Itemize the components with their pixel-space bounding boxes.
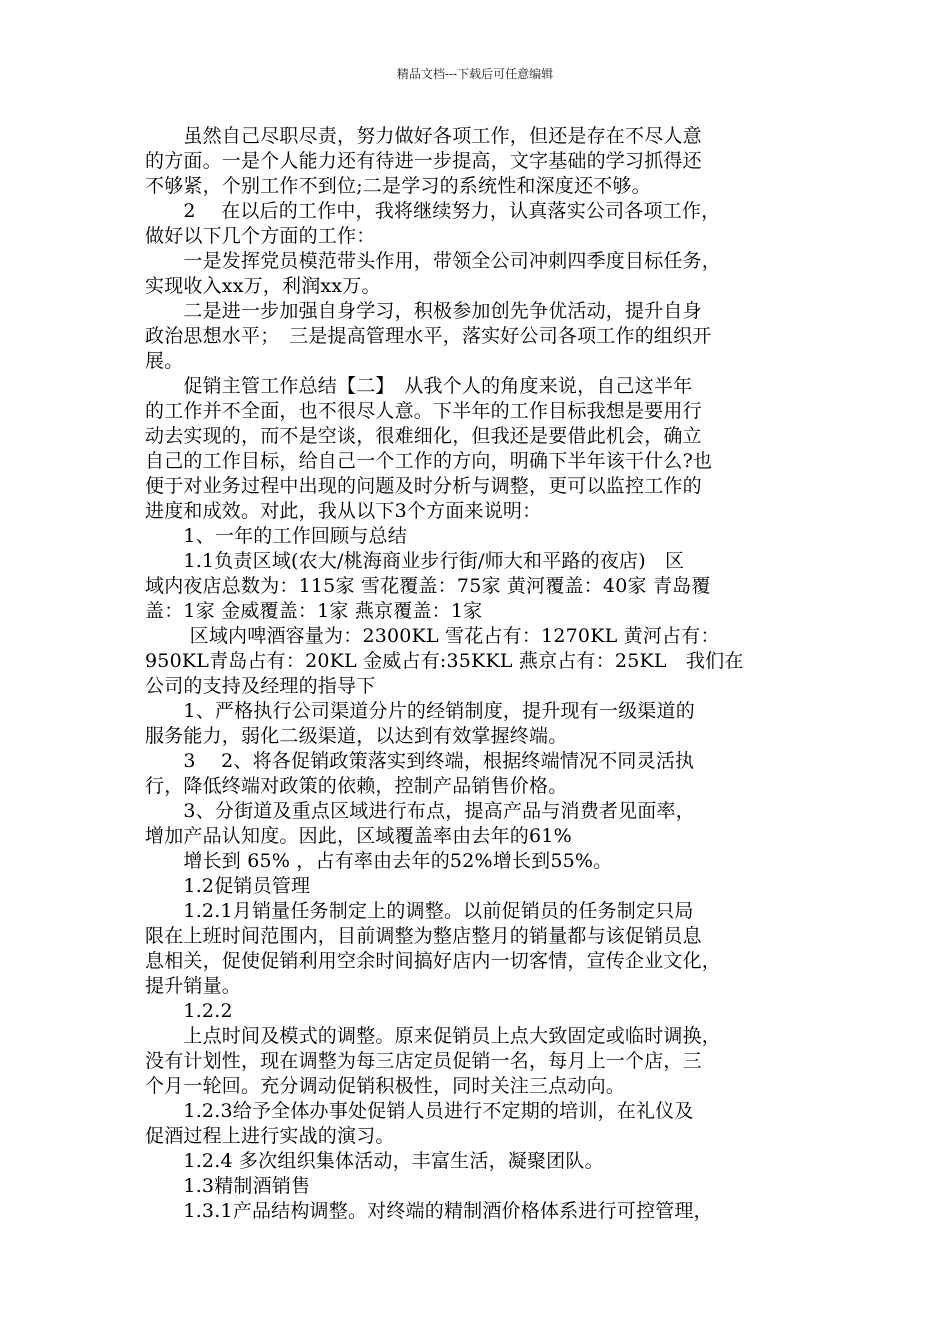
- text-line: 进度和成效。对此，我从以下3个方面来说明：: [145, 500, 542, 522]
- text-line: 1.2.3给予全体办事处促销人员进行不定期的培训，在礼仪及: [145, 1100, 694, 1122]
- page-header: 精品文档---下载后可任意编辑: [396, 67, 554, 81]
- text-line: 一是发挥党员模范带头作用，带领全公司冲刺四季度目标任务，: [145, 250, 722, 272]
- text-line: 域内夜店总数为：115家 雪花覆盖：75家 黄河覆盖：40家 青岛覆: [145, 575, 711, 597]
- text-line: 二是进一步加强自身学习，积极参加创先争优活动，提升自身: [145, 300, 702, 322]
- text-line: 1.1负责区域(农大/桃海商业步行街/师大和平路的夜店) 区: [145, 550, 685, 572]
- text-line: 公司的支持及经理的指导下: [145, 675, 376, 697]
- text-line: 1.2促销员管理: [145, 875, 311, 897]
- text-line: 促销主管工作总结【二】 从我个人的角度来说，自己这半年: [145, 375, 693, 397]
- text-line: 的工作并不全面，也不很尽人意。下半年的工作目标我想是要用行: [145, 400, 702, 422]
- text-line: 政治思想水平； 三是提高管理水平，落实好公司各项工作的组织开: [145, 325, 712, 347]
- text-line: 2 在以后的工作中，我将继续努力，认真落实公司各项工作，: [145, 200, 721, 222]
- text-line: 区域内啤酒容量为：2300KL 雪花占有：1270KL 黄河占有：: [145, 625, 720, 647]
- text-line: 实现收入xx万，利润xx万。: [145, 275, 381, 297]
- text-line: 虽然自己尽职尽责，努力做好各项工作，但还是存在不尽人意: [145, 125, 702, 147]
- text-line: 做好以下几个方面的工作：: [145, 225, 376, 247]
- text-line: 增长到 65% ，占有率由去年的52%增长到55%。: [145, 850, 613, 872]
- document-body: [145, 124, 815, 1224]
- text-line: 1、严格执行公司渠道分片的经销制度，提升现有一级渠道的: [145, 700, 695, 722]
- text-line: 没有计划性，现在调整为每三店定员促销一名，每月上一个店，三: [145, 1050, 702, 1072]
- text-line: 3 2、将各促销政策落实到终端，根据终端情况不同灵活执: [145, 750, 695, 772]
- text-line: 行，降低终端对政策的依赖，控制产品销售价格。: [145, 775, 568, 797]
- text-line: 展。: [145, 350, 184, 372]
- text-line: 盖：1家 金威覆盖：1家 燕京覆盖：1家: [145, 600, 483, 622]
- text-line: 1.2.2: [145, 1000, 233, 1022]
- text-line: 增加产品认知度。因此，区域覆盖率由去年的61%: [145, 825, 572, 847]
- text-line: 1.2.1月销量任务制定上的调整。以前促销员的任务制定只局: [145, 900, 694, 922]
- text-line: 1.3.1产品结构调整。对终端的精制酒价格体系进行可控管理，: [145, 1200, 713, 1222]
- text-line: 便于对业务过程中出现的问题及时分析与调整，更可以监控工作的: [145, 475, 702, 497]
- text-line: 自己的工作目标，给自己一个工作的方向，明确下半年该干什么?也: [145, 450, 713, 472]
- text-line: 息相关，促使促销利用空余时间搞好店内一切客情，宣传企业文化，: [145, 950, 722, 972]
- text-line: 提升销量。: [145, 975, 242, 997]
- text-line: 促酒过程上进行实战的演习。: [145, 1125, 395, 1147]
- text-line: 950KL青岛占有：20KL 金威占有:35KKL 燕京占有：25KL 我们在: [145, 650, 744, 672]
- text-line: 3、分街道及重点区域进行布点，提高产品与消费者见面率，: [145, 800, 695, 822]
- text-line: 不够紧，个别工作不到位;二是学习的系统性和深度还不够。: [145, 175, 651, 197]
- text-line: 1.3精制酒销售: [145, 1175, 311, 1197]
- text-line: 动去实现的，而不是空谈，很难细化，但我还是要借此机会，确立: [145, 425, 702, 447]
- text-line: 限在上班时间范围内，目前调整为整店整月的销量都与该促销员息: [145, 925, 702, 947]
- text-line: 个月一轮回。充分调动促销积极性，同时关注三点动向。: [145, 1075, 626, 1097]
- text-line: 1.2.4 多次组织集体活动，丰富生活，凝聚团队。: [145, 1150, 604, 1172]
- text-line: 服务能力，弱化二级渠道，以达到有效掌握终端。: [145, 725, 568, 747]
- text-line: 1、一年的工作回顾与总结: [145, 525, 407, 547]
- text-line: 上点时间及模式的调整。原来促销员上点大致固定或临时调换，: [145, 1025, 722, 1047]
- text-line: 的方面。一是个人能力还有待进一步提高，文字基础的学习抓得还: [145, 150, 702, 172]
